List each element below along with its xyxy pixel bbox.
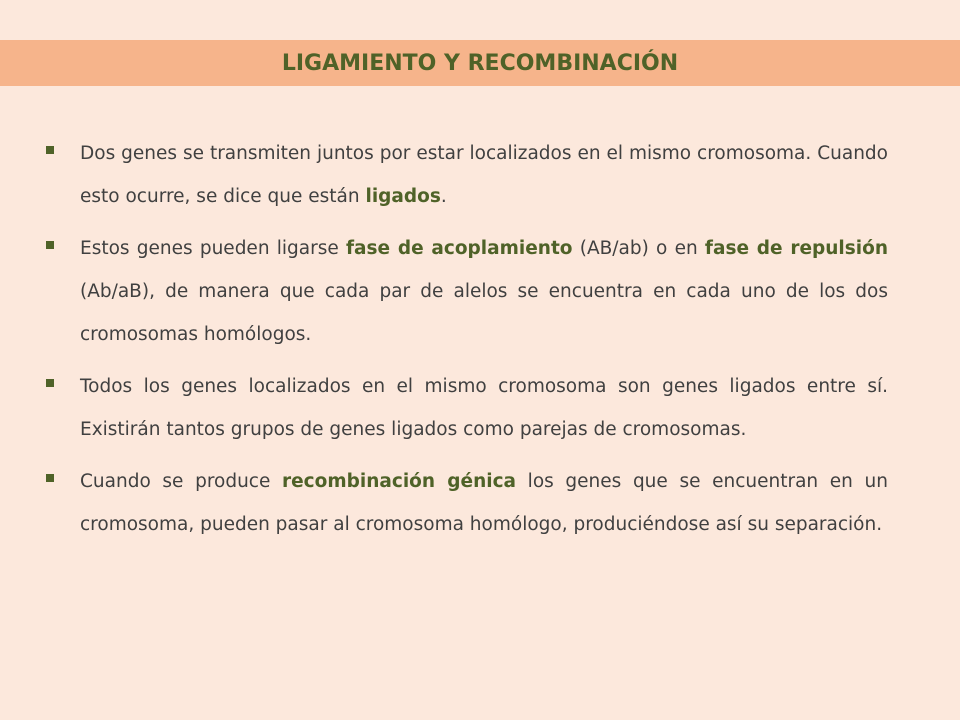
text-segment: (Ab/aB), de manera que cada par de alelos se encuentra en cada uno de los dos cromosomas homólogos. xyxy=(80,281,888,345)
text-segment: Dos genes se transmiten juntos por estar localizados en el mismo cromosoma. Cuando esto ocurre, se dice que están xyxy=(80,143,888,207)
bold-term: fase de repulsión xyxy=(704,238,889,259)
square-bullet-icon xyxy=(46,474,54,482)
square-bullet-icon xyxy=(46,379,54,387)
bold-term: ligados xyxy=(365,186,441,207)
bullet-text xyxy=(80,365,888,451)
bullet-item xyxy=(42,132,888,218)
bullet-item xyxy=(42,460,888,546)
bold-term: recombinación génica xyxy=(282,471,517,492)
bullet-list xyxy=(42,132,888,555)
bullet-item xyxy=(42,365,888,451)
square-bullet-icon xyxy=(46,241,54,249)
text-segment: (AB/ab) o en xyxy=(572,238,705,259)
text-segment: Estos genes pueden ligarse xyxy=(80,238,346,259)
bullet-text xyxy=(80,132,888,218)
text-segment: los genes que se encuentran en un cromosoma, pueden pasar al cromosoma homólogo, produciéndose así su separación. xyxy=(80,471,888,535)
slide-title: LIGAMIENTO Y RECOMBINACIÓN xyxy=(281,50,679,76)
bullet-item xyxy=(42,227,888,356)
text-segment: Todos los genes localizados en el mismo cromosoma son genes ligados entre sí. Existirán tantos grupos de genes ligados como parejas de cromosomas. xyxy=(80,376,888,440)
bold-term: fase de acoplamiento xyxy=(345,238,573,259)
square-bullet-icon xyxy=(46,146,54,154)
bullet-text xyxy=(80,227,888,356)
title-bar xyxy=(0,40,960,86)
bullet-text xyxy=(80,460,888,546)
text-segment: Cuando se produce xyxy=(80,471,283,492)
text-segment: . xyxy=(440,186,447,207)
